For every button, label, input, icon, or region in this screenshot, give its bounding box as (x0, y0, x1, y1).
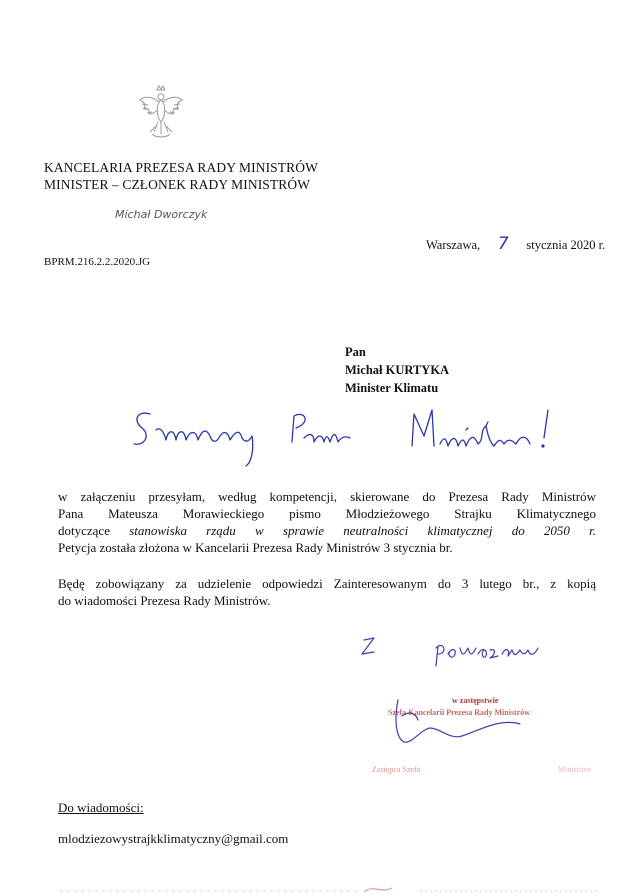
body-p1-line3 (58, 522, 596, 539)
minister-role: MINISTER – CZŁONEK RADY MINISTRÓW (44, 177, 311, 192)
footer-scan-residue (0, 882, 640, 896)
body-p2-line1: Będę zobowiązany za udzielenie odpowiedzi Zainteresowanym do 3 lutego br., z kopią (58, 576, 596, 591)
minister-name: Michał Dworczyk (115, 208, 208, 221)
place: Warszawa, (426, 238, 481, 252)
stamp-line4: Ministrów (558, 765, 592, 774)
emblem-eagle-icon (138, 84, 184, 144)
cc-email: mlodziezowystrajkklimatyczny@gmail.com (58, 831, 289, 846)
addressee-line3: Minister Klimatu (345, 381, 439, 395)
body-p1-line4: Petycja została złożona w Kancelarii Prezesa Rady Ministrów 3 stycznia br. (58, 540, 453, 555)
handwritten-closing-signature (0, 620, 640, 780)
body-p1-line3-lead: dotyczące (58, 523, 110, 538)
date-rest: stycznia 2020 r. (526, 238, 606, 252)
petition-subject: stanowiska rządu w sprawie neutralności klimatycznej do 2050 r. (129, 523, 596, 538)
cc-label: Do wiadomości: (58, 800, 144, 815)
body-p1-line2: Pana Mateusza Morawieckiego pismo Młodzieżowego Strajku Klimatycznego (58, 506, 596, 521)
stamp-line1: w zastępstwie (452, 696, 499, 705)
handwritten-salutation (0, 400, 640, 480)
body-p1-line1: w załączeniu przesyłam, według kompetencji, skierowane do Prezesa Rady Ministrów (58, 489, 596, 504)
stamp-line3: Zastępca Szefa (372, 765, 421, 774)
date-day-handwritten: 7 (497, 234, 509, 254)
office-name: KANCELARIA PREZESA RADY MINISTRÓW (44, 160, 318, 175)
addressee-line2: Michał KURTYKA (345, 363, 450, 377)
body-p2-line2: do wiadomości Prezesa Rady Ministrów. (58, 593, 271, 608)
stamp-line2: Szefa Kancelarii Prezesa Rady Ministrów (388, 708, 531, 717)
reference-number: BPRM.216.2.2.2020.JG (44, 256, 151, 268)
addressee-line1: Pan (345, 345, 366, 359)
place-date (426, 234, 605, 254)
